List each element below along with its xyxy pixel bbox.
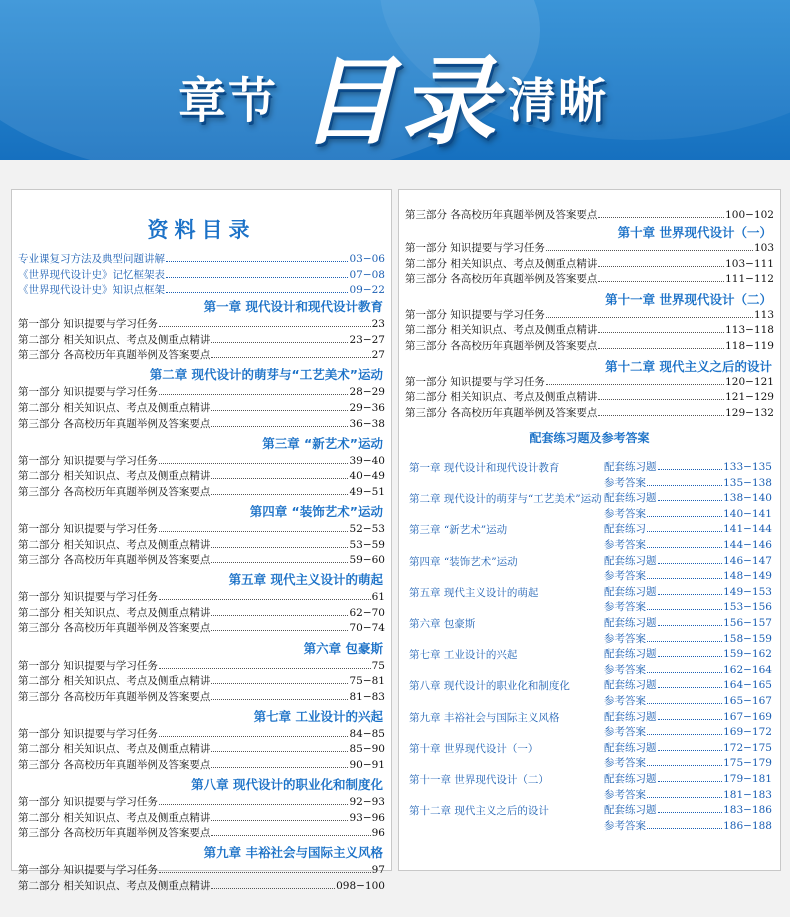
entry-pages: 138−140 (723, 492, 772, 505)
exercise-chapter[interactable]: 第八章 现代设计的职业化和制度化 (409, 680, 570, 693)
banner-text-chapters: 章节 (178, 73, 279, 129)
dot-leader (598, 332, 724, 333)
entry-label: 第三部分 各高校历年真题举例及答案要点 (18, 827, 211, 840)
toc-entry[interactable] (18, 333, 385, 348)
toc-entry[interactable] (405, 257, 774, 272)
entry-label: 配套练习题 (604, 617, 657, 629)
dot-leader (159, 736, 349, 737)
exercise-chapter[interactable]: 第六章 包豪斯 (409, 618, 476, 630)
toc-entry[interactable] (18, 863, 385, 878)
entry-label: 配套练习题 (604, 648, 657, 661)
toc-entry[interactable] (18, 690, 385, 705)
entry-pages: 23 (371, 318, 385, 330)
dot-leader (647, 734, 722, 735)
dot-leader (647, 641, 722, 642)
entry-label: 第三部分 各高校历年真题举例及答案要点 (18, 690, 211, 703)
entry-label: 第一部分 知识提要与学习任务 (405, 242, 545, 254)
exercise-chapter[interactable]: 第九章 丰裕社会与国际主义风格 (409, 711, 560, 724)
entry-label: 第一部分 知识提要与学习任务 (405, 308, 545, 321)
entry-label: 第三部分 各高校历年真题举例及答案要点 (18, 554, 211, 567)
toc-entry[interactable] (18, 879, 385, 894)
entry-label: 配套练习题 (604, 585, 657, 598)
entry-label: 第一部分 知识提要与学习任务 (18, 864, 158, 877)
entry-pages: 93−96 (349, 811, 385, 824)
dot-leader (211, 615, 348, 616)
exercise-entry[interactable] (604, 460, 772, 475)
entry-label: 第一部分 知识提要与学习任务 (18, 591, 158, 604)
entry-pages: 148−149 (723, 570, 772, 583)
toc-entry[interactable] (18, 538, 385, 553)
dot-leader (647, 703, 722, 704)
entry-pages: 85−90 (349, 743, 385, 756)
exercise-entry[interactable] (604, 663, 772, 678)
entry-pages: 81−83 (349, 690, 385, 703)
entry-pages: 84−85 (349, 727, 385, 740)
entry-label: 第二部分 相关知识点、考点及侧重点精讲 (18, 675, 211, 688)
entry-label: 配套练习题 (604, 554, 657, 567)
entry-label: 参考答案 (604, 601, 646, 614)
dot-leader (166, 292, 348, 293)
exercise-entry[interactable] (604, 725, 772, 740)
dot-leader (159, 326, 371, 327)
exercise-entry[interactable] (604, 819, 772, 834)
dot-leader (647, 485, 722, 486)
exercise-entry[interactable] (604, 522, 772, 537)
exercise-chapter[interactable]: 第十二章 现代主义之后的设计 (409, 805, 549, 818)
header-banner (0, 0, 790, 160)
toc-entry[interactable] (18, 454, 385, 469)
exercise-entry[interactable] (604, 694, 772, 709)
entry-label: 第三部分 各高校历年真题举例及答案要点 (18, 759, 211, 771)
entry-pages: 172−175 (723, 741, 772, 754)
toc-entry[interactable] (18, 348, 385, 363)
toc-entry[interactable] (405, 208, 774, 223)
dot-leader (211, 547, 348, 548)
dot-leader (211, 342, 348, 343)
exercise-entry[interactable] (604, 788, 772, 803)
entry-pages: 159−162 (723, 648, 772, 661)
toc-entry[interactable] (18, 417, 385, 432)
entry-pages: 141−144 (723, 523, 772, 536)
entry-label: 第一部分 知识提要与学习任务 (18, 796, 158, 809)
entry-pages: 92−93 (349, 796, 385, 809)
exercise-entry[interactable] (604, 476, 772, 491)
entry-label: 第二部分 相关知识点、考点及侧重点精讲 (405, 391, 598, 404)
entry-label: 第一部分 知识提要与学习任务 (18, 386, 158, 399)
exercise-chapter[interactable]: 第十一章 世界现代设计（二） (409, 774, 549, 786)
entry-pages: 098−100 (336, 880, 385, 892)
entry-pages: 29−36 (349, 401, 385, 414)
entry-label: 第三部分 各高校历年真题举例及答案要点 (405, 273, 598, 286)
exercise-chapter[interactable]: 第十章 世界现代设计（一） (409, 742, 539, 755)
entry-pages: 07−08 (349, 268, 385, 281)
entry-label: 第一部分 知识提要与学习任务 (18, 727, 158, 740)
entry-label: 第二部分 相关知识点、考点及侧重点精讲 (18, 743, 211, 756)
dot-leader (166, 277, 348, 278)
chapter-heading[interactable]: 第十一章 世界现代设计（二） (605, 291, 772, 307)
entry-label: 参考答案 (604, 507, 646, 520)
toc-entry[interactable] (18, 283, 385, 298)
toc-entry[interactable] (18, 590, 385, 605)
entry-pages: 144−146 (723, 538, 772, 551)
toc-entry[interactable] (405, 323, 774, 338)
dot-leader (598, 217, 724, 218)
dot-leader (658, 687, 723, 688)
entry-pages: 90−91 (349, 759, 385, 771)
entry-label: 专业课复习方法及典型问题讲解 (18, 253, 165, 265)
toc-entry[interactable] (18, 606, 385, 621)
entry-label: 第三部分 各高校历年真题举例及答案要点 (18, 417, 211, 430)
entry-label: 第三部分 各高校历年真题举例及答案要点 (405, 340, 598, 352)
entry-label: 配套练习题 (604, 461, 657, 473)
exercise-chapter[interactable]: 第二章 现代设计的萌芽与“工艺美术”运动 (409, 493, 602, 506)
exercise-entry[interactable] (604, 647, 772, 662)
dot-leader (159, 531, 349, 532)
exercise-entry[interactable] (604, 616, 772, 631)
entry-label: 第一部分 知识提要与学习任务 (405, 375, 545, 388)
toc-entry[interactable] (18, 621, 385, 636)
entry-label: 参考答案 (604, 788, 646, 801)
dot-leader (598, 281, 724, 282)
toc-entry[interactable] (18, 826, 385, 841)
entry-pages: 97 (371, 864, 385, 877)
exercise-entry[interactable] (604, 600, 772, 615)
toc-title: 资料目录 (147, 218, 256, 242)
entry-pages: 146−147 (723, 554, 772, 567)
right-toc-panel (398, 189, 781, 871)
dot-leader (658, 563, 723, 564)
entry-pages: 96 (371, 827, 385, 840)
dot-leader (211, 562, 348, 563)
chapter-heading[interactable]: 第八章 现代设计的职业化和制度化 (191, 777, 383, 793)
entry-label: 第二部分 相关知识点、考点及侧重点精讲 (18, 333, 211, 346)
exercise-chapter[interactable]: 第五章 现代主义设计的萌起 (409, 586, 539, 599)
toc-entry[interactable] (18, 268, 385, 283)
dot-leader (598, 266, 724, 267)
entry-label: 第二部分 相关知识点、考点及侧重点精讲 (18, 470, 211, 483)
dot-leader (658, 750, 723, 751)
dot-leader (658, 625, 723, 626)
exercise-entry[interactable] (604, 507, 772, 522)
exercise-entry[interactable] (604, 491, 772, 506)
toc-entry[interactable] (405, 241, 774, 256)
entry-pages: 49−51 (349, 485, 385, 498)
dot-leader (647, 672, 722, 673)
entry-pages: 169−172 (723, 726, 772, 739)
toc-entry[interactable] (405, 375, 774, 390)
entry-label: 第二部分 相关知识点、考点及侧重点精讲 (18, 401, 211, 414)
entry-label: 第三部分 各高校历年真题举例及答案要点 (18, 349, 211, 362)
entry-label: 第三部分 各高校历年真题举例及答案要点 (18, 622, 211, 635)
exercise-entry[interactable] (604, 756, 772, 771)
dot-leader (658, 781, 723, 782)
entry-label: 配套练习题 (604, 679, 657, 692)
entry-pages: 181−183 (723, 788, 772, 801)
exercise-chapter[interactable]: 第四章 “装饰艺术”运动 (409, 555, 518, 568)
dot-leader (159, 463, 349, 464)
entry-pages: 121−129 (725, 391, 774, 404)
toc-entry[interactable] (18, 674, 385, 689)
dot-leader (159, 668, 371, 669)
chapter-heading[interactable]: 第五章 现代主义设计的萌起 (228, 572, 383, 588)
dot-leader (647, 516, 722, 517)
entry-pages: 70−74 (349, 622, 385, 635)
exercise-entry[interactable] (604, 741, 772, 756)
entry-pages: 111−112 (725, 273, 774, 286)
toc-entry[interactable] (18, 659, 385, 674)
dot-leader (598, 415, 724, 416)
entry-label: 第一部分 知识提要与学习任务 (18, 659, 158, 672)
toc-entry[interactable] (18, 401, 385, 416)
exercise-entry[interactable] (604, 678, 772, 693)
dot-leader (658, 656, 723, 657)
dot-leader (211, 699, 348, 700)
dot-leader (647, 828, 722, 829)
exercises-title: 配套练习题及参考答案 (529, 431, 650, 445)
entry-pages: 113 (753, 308, 774, 321)
dot-leader (159, 394, 349, 395)
dot-leader (211, 426, 348, 427)
dot-leader (159, 599, 371, 600)
entry-pages: 183−186 (723, 804, 772, 817)
entry-pages: 52−53 (349, 522, 385, 535)
entry-pages: 39−40 (349, 454, 385, 467)
entry-pages: 03−06 (349, 253, 385, 265)
entry-pages: 100−102 (725, 209, 774, 221)
entry-label: 配套练习题 (604, 773, 657, 785)
entry-pages: 23−27 (349, 333, 385, 346)
dot-leader (211, 630, 348, 631)
entry-label: 第二部分 相关知识点、考点及侧重点精讲 (405, 257, 598, 270)
dot-leader (658, 594, 723, 595)
dot-leader (658, 500, 723, 501)
entry-pages: 27 (371, 349, 385, 362)
dot-leader (159, 804, 349, 805)
entry-pages: 179−181 (723, 773, 772, 785)
toc-entry[interactable] (18, 553, 385, 568)
toc-entry[interactable] (18, 758, 385, 773)
entry-pages: 113−118 (725, 324, 774, 337)
toc-entry[interactable] (18, 727, 385, 742)
dot-leader (211, 494, 348, 495)
toc-entry[interactable] (405, 390, 774, 405)
dot-leader (211, 751, 348, 752)
entry-pages: 153−156 (723, 601, 772, 614)
entry-pages: 133−135 (723, 461, 772, 473)
entry-pages: 149−153 (723, 585, 772, 598)
entry-pages: 61 (371, 591, 385, 604)
toc-entry[interactable] (18, 522, 385, 537)
entry-pages: 36−38 (349, 417, 385, 430)
banner-text-contents: 目录 (300, 46, 500, 158)
dot-leader (166, 261, 348, 262)
exercise-chapter[interactable]: 第一章 现代设计和现代设计教育 (409, 462, 560, 474)
entry-label: 参考答案 (604, 694, 646, 707)
dot-leader (211, 357, 370, 358)
entry-label: 第一部分 知识提要与学习任务 (18, 454, 158, 467)
exercise-entry[interactable] (604, 803, 772, 818)
chapter-heading[interactable]: 第十二章 现代主义之后的设计 (605, 358, 772, 374)
dot-leader (658, 719, 723, 720)
dot-leader (211, 820, 348, 821)
dot-leader (211, 835, 370, 836)
entry-label: 第二部分 相关知识点、考点及侧重点精讲 (405, 324, 598, 337)
entry-pages: 40−49 (349, 470, 385, 483)
dot-leader (211, 478, 348, 479)
entry-label: 参考答案 (604, 819, 646, 832)
toc-entry[interactable] (18, 742, 385, 757)
entry-label: 第三部分 各高校历年真题举例及答案要点 (405, 209, 598, 221)
chapter-heading[interactable]: 第三章 “新艺术”运动 (262, 435, 383, 451)
entry-label: 配套练习题 (604, 710, 657, 723)
entry-label: 配套练习题 (604, 741, 657, 754)
exercise-chapter[interactable]: 第三章 “新艺术”运动 (409, 524, 508, 537)
dot-leader (546, 317, 753, 318)
toc-entry[interactable] (18, 317, 385, 332)
exercise-entry[interactable] (604, 710, 772, 725)
dot-leader (658, 812, 723, 813)
entry-label: 《世界现代设计史》知识点框架 (18, 284, 165, 296)
entry-pages: 75−81 (349, 675, 385, 688)
left-toc-panel (11, 189, 392, 892)
dot-leader (211, 683, 348, 684)
entry-pages: 62−70 (349, 606, 385, 619)
exercise-chapter[interactable]: 第七章 工业设计的兴起 (409, 649, 518, 662)
dot-leader (647, 797, 722, 798)
chapter-heading[interactable]: 第十章 世界现代设计（一） (617, 225, 772, 240)
entry-label: 第二部分 相关知识点、考点及侧重点精讲 (18, 811, 211, 824)
entry-pages: 135−138 (723, 476, 772, 489)
dot-leader (647, 609, 722, 610)
entry-pages: 186−188 (723, 819, 772, 832)
entry-label: 参考答案 (604, 476, 646, 489)
dot-leader (211, 767, 348, 768)
dot-leader (658, 469, 723, 470)
entry-label: 参考答案 (604, 632, 646, 645)
entry-pages: 59−60 (349, 554, 385, 567)
entry-pages: 103−111 (725, 257, 774, 270)
dot-leader (647, 578, 722, 579)
entry-label: 第三部分 各高校历年真题举例及答案要点 (18, 485, 211, 498)
entry-label: 第二部分 相关知识点、考点及侧重点精讲 (18, 538, 211, 551)
exercise-entry[interactable] (604, 585, 772, 600)
entry-label: 参考答案 (604, 726, 646, 739)
entry-label: 第一部分 知识提要与学习任务 (18, 318, 158, 330)
chapter-heading[interactable]: 第二章 现代设计的萌芽与“工艺美术”运动 (149, 367, 383, 383)
entry-label: 配套练习 (604, 523, 646, 536)
entry-label: 第一部分 知识提要与学习任务 (18, 522, 158, 535)
entry-pages: 167−169 (723, 710, 772, 723)
entry-label: 参考答案 (604, 538, 646, 551)
toc-entry[interactable] (18, 385, 385, 400)
entry-label: 第三部分 各高校历年真题举例及答案要点 (405, 406, 598, 419)
entry-label: 《世界现代设计史》记忆框架表 (18, 268, 165, 281)
chapter-heading[interactable]: 第四章 “装饰艺术”运动 (249, 503, 383, 519)
exercise-entry[interactable] (604, 554, 772, 569)
chapter-heading[interactable]: 第七章 工业设计的兴起 (253, 708, 383, 724)
toc-entry[interactable] (18, 795, 385, 810)
dot-leader (647, 531, 722, 532)
toc-entry[interactable] (405, 406, 774, 421)
entry-pages: 140−141 (723, 507, 772, 520)
dot-leader (211, 888, 335, 889)
toc-entry[interactable] (18, 485, 385, 500)
entry-pages: 164−165 (723, 679, 772, 692)
entry-pages: 118−119 (725, 340, 774, 352)
entry-pages: 09−22 (349, 284, 385, 296)
dot-leader (598, 348, 724, 349)
entry-pages: 175−179 (723, 757, 772, 770)
entry-pages: 129−132 (725, 406, 774, 419)
toc-entry[interactable] (18, 811, 385, 826)
entry-pages: 165−167 (723, 694, 772, 707)
dot-leader (546, 250, 753, 251)
entry-pages: 75 (371, 659, 385, 672)
toc-entry[interactable] (18, 252, 385, 267)
exercise-entry[interactable] (604, 538, 772, 553)
entry-label: 第二部分 相关知识点、考点及侧重点精讲 (18, 606, 211, 619)
entry-label: 配套练习题 (604, 492, 657, 505)
exercise-entry[interactable] (604, 772, 772, 787)
entry-pages: 162−164 (723, 663, 772, 676)
entry-pages: 28−29 (349, 386, 385, 399)
toc-entry[interactable] (18, 469, 385, 484)
toc-entry[interactable] (405, 308, 774, 323)
entry-pages: 158−159 (723, 632, 772, 645)
toc-entry[interactable] (405, 339, 774, 354)
entry-label: 参考答案 (604, 757, 646, 770)
dot-leader (647, 765, 722, 766)
exercise-entry[interactable] (604, 632, 772, 647)
entry-label: 配套练习题 (604, 804, 657, 817)
entry-pages: 156−157 (723, 617, 772, 629)
entry-pages: 103 (753, 242, 774, 254)
entry-label: 参考答案 (604, 663, 646, 676)
dot-leader (647, 547, 722, 548)
chapter-heading[interactable]: 第九章 丰裕社会与国际主义风格 (203, 845, 383, 861)
exercise-entry[interactable] (604, 569, 772, 584)
banner-text-clear: 清晰 (508, 73, 609, 129)
entry-label: 参考答案 (604, 570, 646, 583)
dot-leader (211, 410, 348, 411)
entry-label: 第二部分 相关知识点、考点及侧重点精讲 (18, 880, 211, 892)
toc-entry[interactable] (405, 272, 774, 287)
chapter-heading[interactable]: 第一章 现代设计和现代设计教育 (203, 299, 383, 314)
entry-pages: 53−59 (349, 538, 385, 551)
chapter-heading[interactable]: 第六章 包豪斯 (303, 640, 383, 656)
dot-leader (159, 872, 371, 873)
dot-leader (598, 399, 724, 400)
dot-leader (546, 384, 724, 385)
entry-pages: 120−121 (725, 375, 774, 388)
